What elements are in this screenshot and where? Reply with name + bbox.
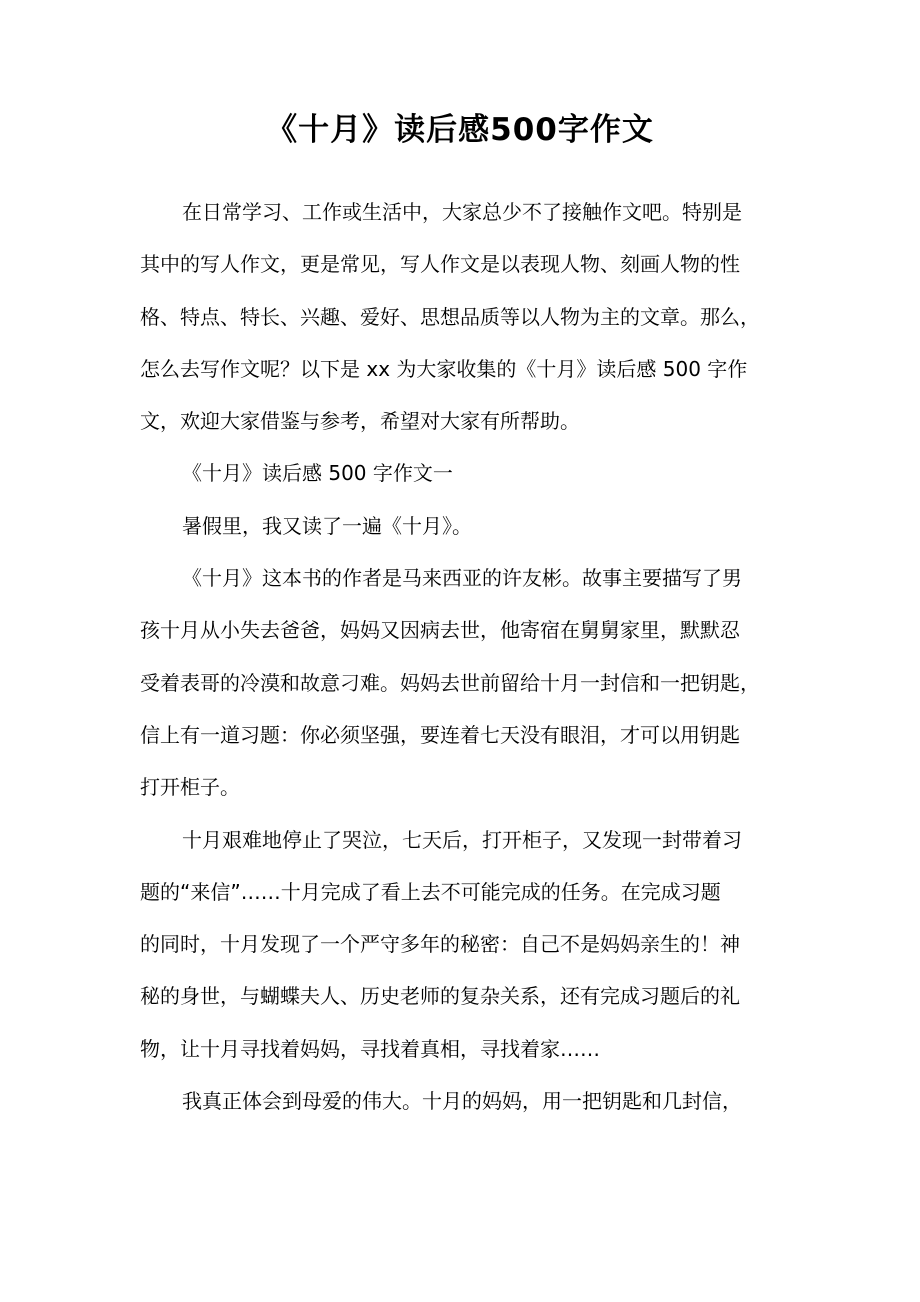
paragraph-line: 在日常学习、工作或生活中，大家总少不了接触作文吧。特别是 [182, 200, 742, 224]
paragraph-line: 孩十月从小失去爸爸，妈妈又因病去世，他寄宿在舅舅家里，默默忍 [140, 618, 740, 643]
paragraph-line: 十月艰难地停止了哭泣，七天后，打开柜子，又发现一封带着习 [182, 827, 742, 852]
paragraph-line: 文，欢迎大家借鉴与参考，希望对大家有所帮助。 [140, 409, 580, 434]
paragraph-line: 题的“来信”……十月完成了看上去不可能完成的任务。在完成习题 [140, 879, 721, 904]
paragraph-line: 信上有一道习题：你必须坚强，要连着七天没有眼泪，才可以用钥匙 [140, 722, 740, 747]
paragraph-line: 格、特点、特长、兴趣、爱好、思想品质等以人物为主的文章。那么， [140, 304, 760, 329]
document-body [140, 190, 782, 1131]
paragraph-line: 怎么去写作文呢？以下是 xx 为大家收集的《十月》读后感 500 字作 [140, 356, 748, 381]
paragraph-line: 物，让十月寻找着妈妈，寻找着真相，寻找着家…… [140, 1036, 600, 1061]
paragraph-line: 秘的身世，与蝴蝶夫人、历史老师的复杂关系，还有完成习题后的礼 [140, 984, 740, 1009]
document-title: 《十月》读后感500字作文 [266, 112, 654, 148]
paragraph-line: 的同时，十月发现了一个严守多年的秘密：自己不是妈妈亲生的！神 [140, 932, 740, 957]
paragraph-line: 我真正体会到母爱的伟大。十月的妈妈，用一把钥匙和几封信， [182, 1089, 742, 1114]
paragraph-line: 其中的写人作文，更是常见，写人作文是以表现人物、刻画人物的性 [140, 252, 740, 277]
paragraph-line: 打开柜子。 [140, 775, 240, 800]
paragraph-line: 暑假里，我又读了一遍《十月》。 [182, 513, 472, 538]
paragraph-line: 《十月》这本书的作者是马来西亚的许友彬。故事主要描写了男 [182, 566, 742, 591]
paragraph-line: 受着表哥的冷漠和故意刁难。妈妈去世前留给十月一封信和一把钥匙， [140, 670, 760, 695]
section-heading: 《十月》读后感 500 字作文一 [182, 461, 453, 486]
